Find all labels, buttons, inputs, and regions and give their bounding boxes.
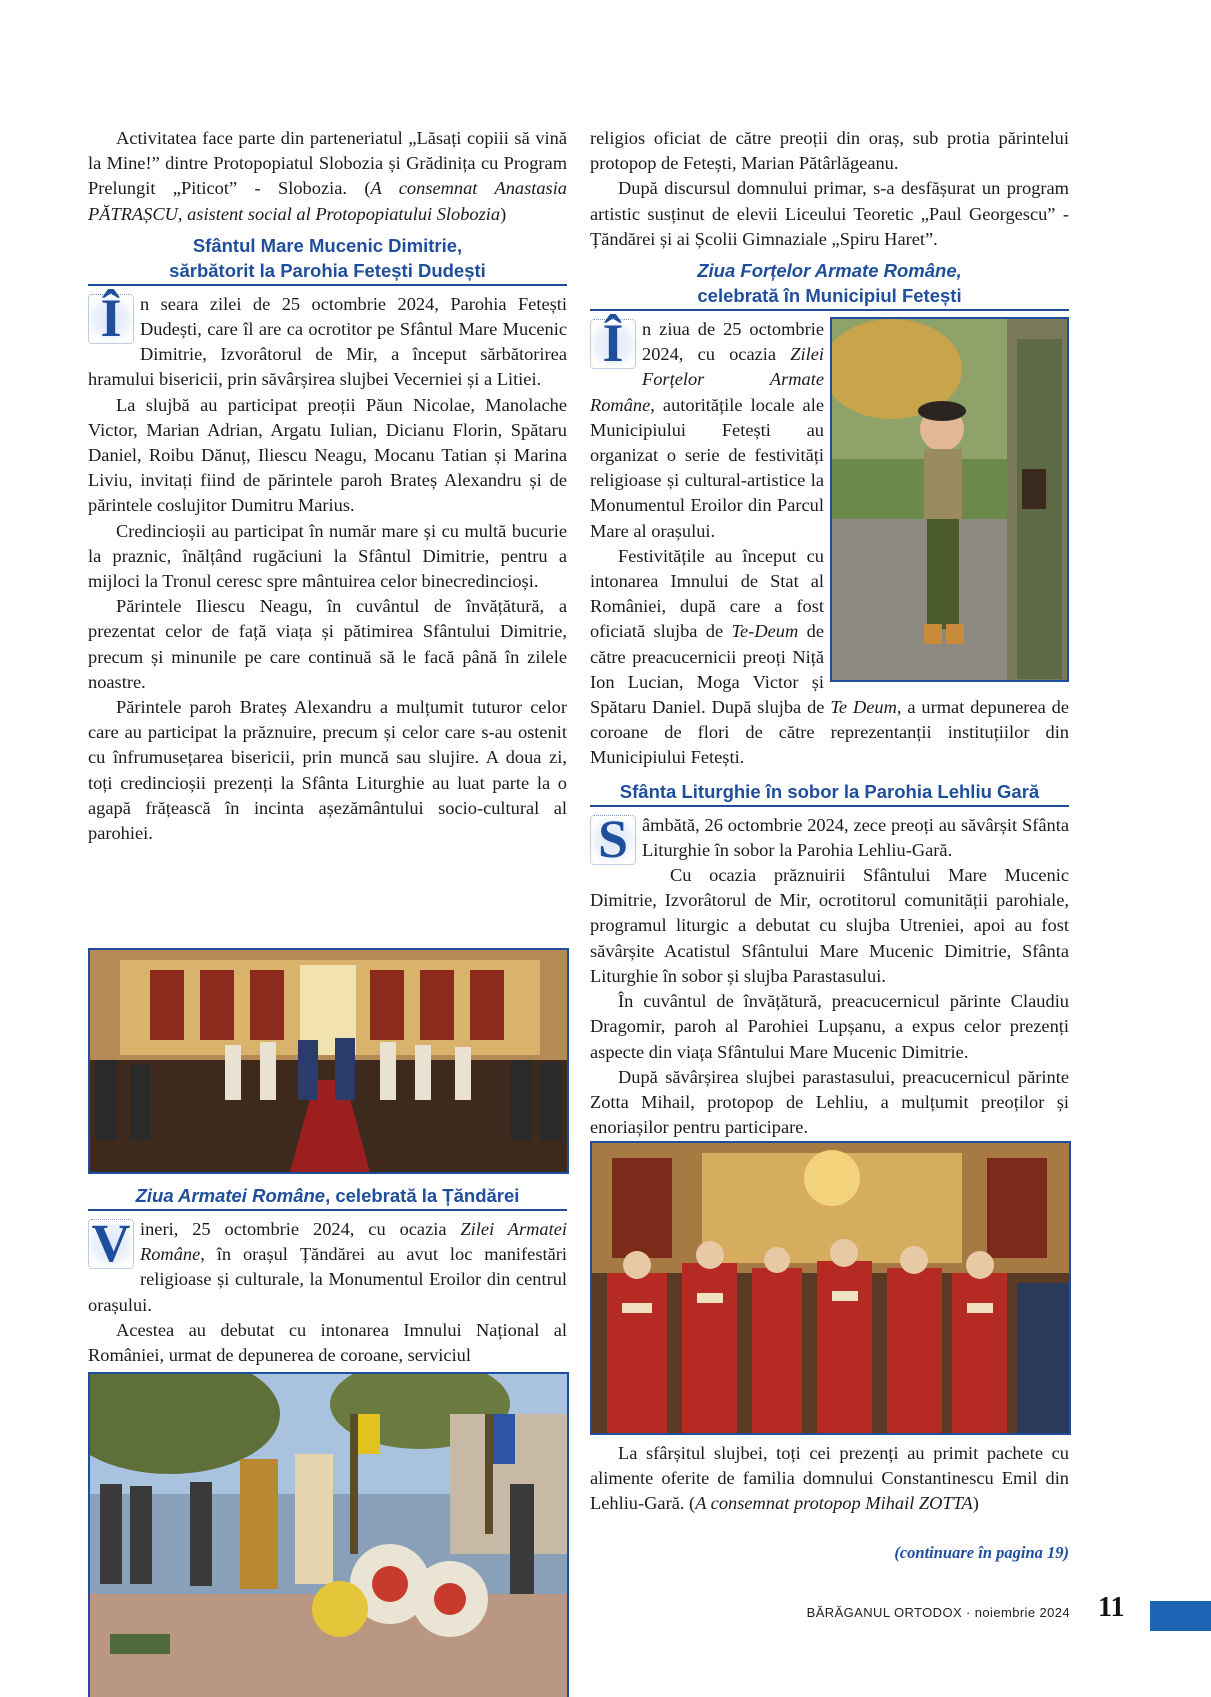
lehliu-paragraph-2: Cu ocazia prăznuirii Sfântului Mare Mucenic Dimitrie, Izvorâtorul de Mir, ocrotitorul comunității parohiale, programul liturgic a debutat cu slujba Utreniei, apoi au fost săvârșite Acatistul Sfântului Mare Mucenic Dimitrie, Sfânta Liturghie în sobor și slujba Parastasului. — [590, 865, 1069, 986]
continuation-note: (continuare în pagina 19) — [894, 1543, 1069, 1562]
lehliu-closing — [590, 1441, 1069, 1517]
dudesti-paragraph-5: Părintele paroh Brateș Alexandru a mulțumit tuturor celor care au participat la prăznuire, precum și celor care s-au ostenit cu înfrumusețarea bisericii, prin muncă sau slujire. A doua zi, toți credincioșii prezenți la Sfânta Liturghie au luat parte la o agapă frățească în incinta așezământului socio-cultural al parohiei. — [88, 697, 567, 844]
drop-cap: Î — [590, 319, 636, 369]
drop-cap: S — [590, 815, 636, 865]
photo-child-soldier-wrap — [830, 317, 1069, 682]
page-number: 11 — [1098, 1592, 1125, 1623]
photo-child-soldier — [830, 317, 1069, 682]
photo-monument-tandarei — [88, 1372, 569, 1697]
section-heading-dudesti: Sfântul Mare Mucenic Dimitrie, sărbătorit la Parohia Fetești Dudești — [88, 233, 567, 286]
tandarei-paragraph-2: Acestea au debutat cu intonarea Imnului Național al României, urmat de depunerea de coroane, serviciul — [88, 1319, 567, 1366]
photo-church-interior-dudesti — [88, 948, 569, 1174]
lehliu-paragraph-4: După săvârșirea slujbei parastasului, preacucernicul părinte Zotta Mihail, protopop de Lehliu, a mulțumit preoților și enoriașilor pentru participare. — [590, 1066, 1069, 1138]
section-heading-lehliu: Sfânta Liturghie în sobor la Parohia Lehliu Gară — [590, 779, 1069, 807]
section-heading-fetesti: Ziua Forțelor Armate Române, celebrată în Municipiul Fetești — [590, 258, 1069, 311]
page-bar — [1150, 1601, 1211, 1631]
right-column — [590, 126, 1069, 1140]
fetesti-paragraph-2: Festivitățile au început cu intonarea Imnului de Stat al României, după care a fost oficiată slujba de Te-Deum de către preacucernicii preoți Niță Ion Lucian, Moga Victor și Spătaru Daniel. După slujba de Te Deum, a urmat depunerea de coroane de flori de către reprezentanții instituțiilor din Municipiului Fetești. — [590, 545, 1069, 768]
left-column — [88, 126, 567, 846]
dudesti-paragraph-4: Părintele Iliescu Neagu, în cuvântul de învățătură, a prezentat celor de față viața și pătimirea Sfântului Dimitrie, precum și minunile pe care continuă să le facă până în zilele noastre. — [88, 596, 567, 692]
tandarei-program-paragraph: După discursul domnului primar, s-a desfășurat un program artistic susținut de elevii Liceului Teoretic „Paul Georgescu” - Țăndărei și ai Școlii Gimnaziale „Spiru Haret”. — [590, 178, 1069, 249]
dudesti-paragraph-2: La slujbă au participat preoții Păun Nicolae, Manolache Victor, Marian Adrian, Argatu Iulian, Dicianu Florin, Spătaru Daniel, Roibu Dănuț, Iliescu Neagu, Mocanu Tatian și Marina Liviu, invitați fiind de părintele paroh Brateș Alexandru și de părintele coslujitor Dumitru Marius. — [88, 394, 567, 516]
intro-signature: A consemnat Anastasia PĂTRAȘCU, asistent social al Protopopiatului Slobozia — [88, 178, 568, 224]
tandarei-paragraph-1: V ineri, 25 octombrie 2024, cu ocazia Zilei Armatei Române, în orașul Țăndărei au avut loc manifestări religioase și culturale, la Monumentul Eroilor din centrul orașului. — [88, 1213, 568, 1315]
drop-cap: Î — [88, 294, 134, 344]
photo-clergy-lehliu — [590, 1141, 1071, 1435]
tandarei-section — [88, 1183, 567, 1368]
tandarei-continuation-paragraph: religios oficiat de către preoții din oraș, sub protia părintelui protopop de Fetești, Marian Pătârlăgeanu. — [590, 128, 1069, 174]
dudesti-paragraph-3: Credincioșii au participat în număr mare și cu multă bucurie la praznic, înălțând rugăciuni la Sfântul Dimitrie, pentru a mijloci la Tronul ceresc spre mântuirea celor binecredincioși. — [88, 520, 567, 592]
drop-cap: V — [88, 1219, 134, 1269]
fetesti-paragraph-1: Î n ziua de 25 octombrie 2024, cu ocazia Zilei Forțelor Armate Române, autoritățile locale ale Municipiului Fetești au organizat o serie de festivități religioase și cultural-artistice la Monumentul Eroilor din Parcul Mare al orașului. — [590, 313, 824, 541]
footer-publication: BĂRĂGANUL ORTODOX · noiembrie 2024 — [806, 1605, 1070, 1620]
dudesti-paragraph-1: Î n seara zilei de 25 octombrie 2024, Parohia Fetești Dudești, care îl are ca ocrotitor pe Sfântul Mare Mucenic Dimitrie, Izvorâtorul de Mir, a început sărbătorirea hramului bisericii, prin săvârșirea slujbei Vecerniei și a Litiei. — [88, 287, 567, 390]
lehliu-paragraph-3: În cuvântul de învățătură, preacucernicul părinte Claudiu Dragomir, paroh al Parohiei Lupșanu, a expus celor prezenți aspecte din viața Sfântului Mare Mucenic Dimitrie. — [590, 991, 1069, 1062]
lehliu-paragraph-1: S âmbătă, 26 octombrie 2024, zece preoți au săvârșit Sfânta Liturghie în sobor la Parohia Lehliu-Gară. — [590, 813, 1069, 863]
section-heading-tandarei: Ziua Armatei Române, celebrată la Țăndărei — [88, 1183, 567, 1211]
intro-paragraph: Activitatea face parte din parteneriatul „Lăsați copiii să vină la Mine!” dintre Protopopiatul Slobozia și Grădinița cu Program Prelungit „Piticot” - Slobozia. (A consemnat Anastasia PĂTRAȘCU, asistent social al Protopopiatului Slobozia) — [88, 128, 568, 224]
lehliu-paragraph-5: La sfârșitul slujbei, toți cei prezenți au primit pachete cu alimente oferite de familia domnului Constantinescu Emil din Lehliu-Gară. (A consemnat protopop Mihail ZOTTA) — [590, 1443, 1069, 1514]
